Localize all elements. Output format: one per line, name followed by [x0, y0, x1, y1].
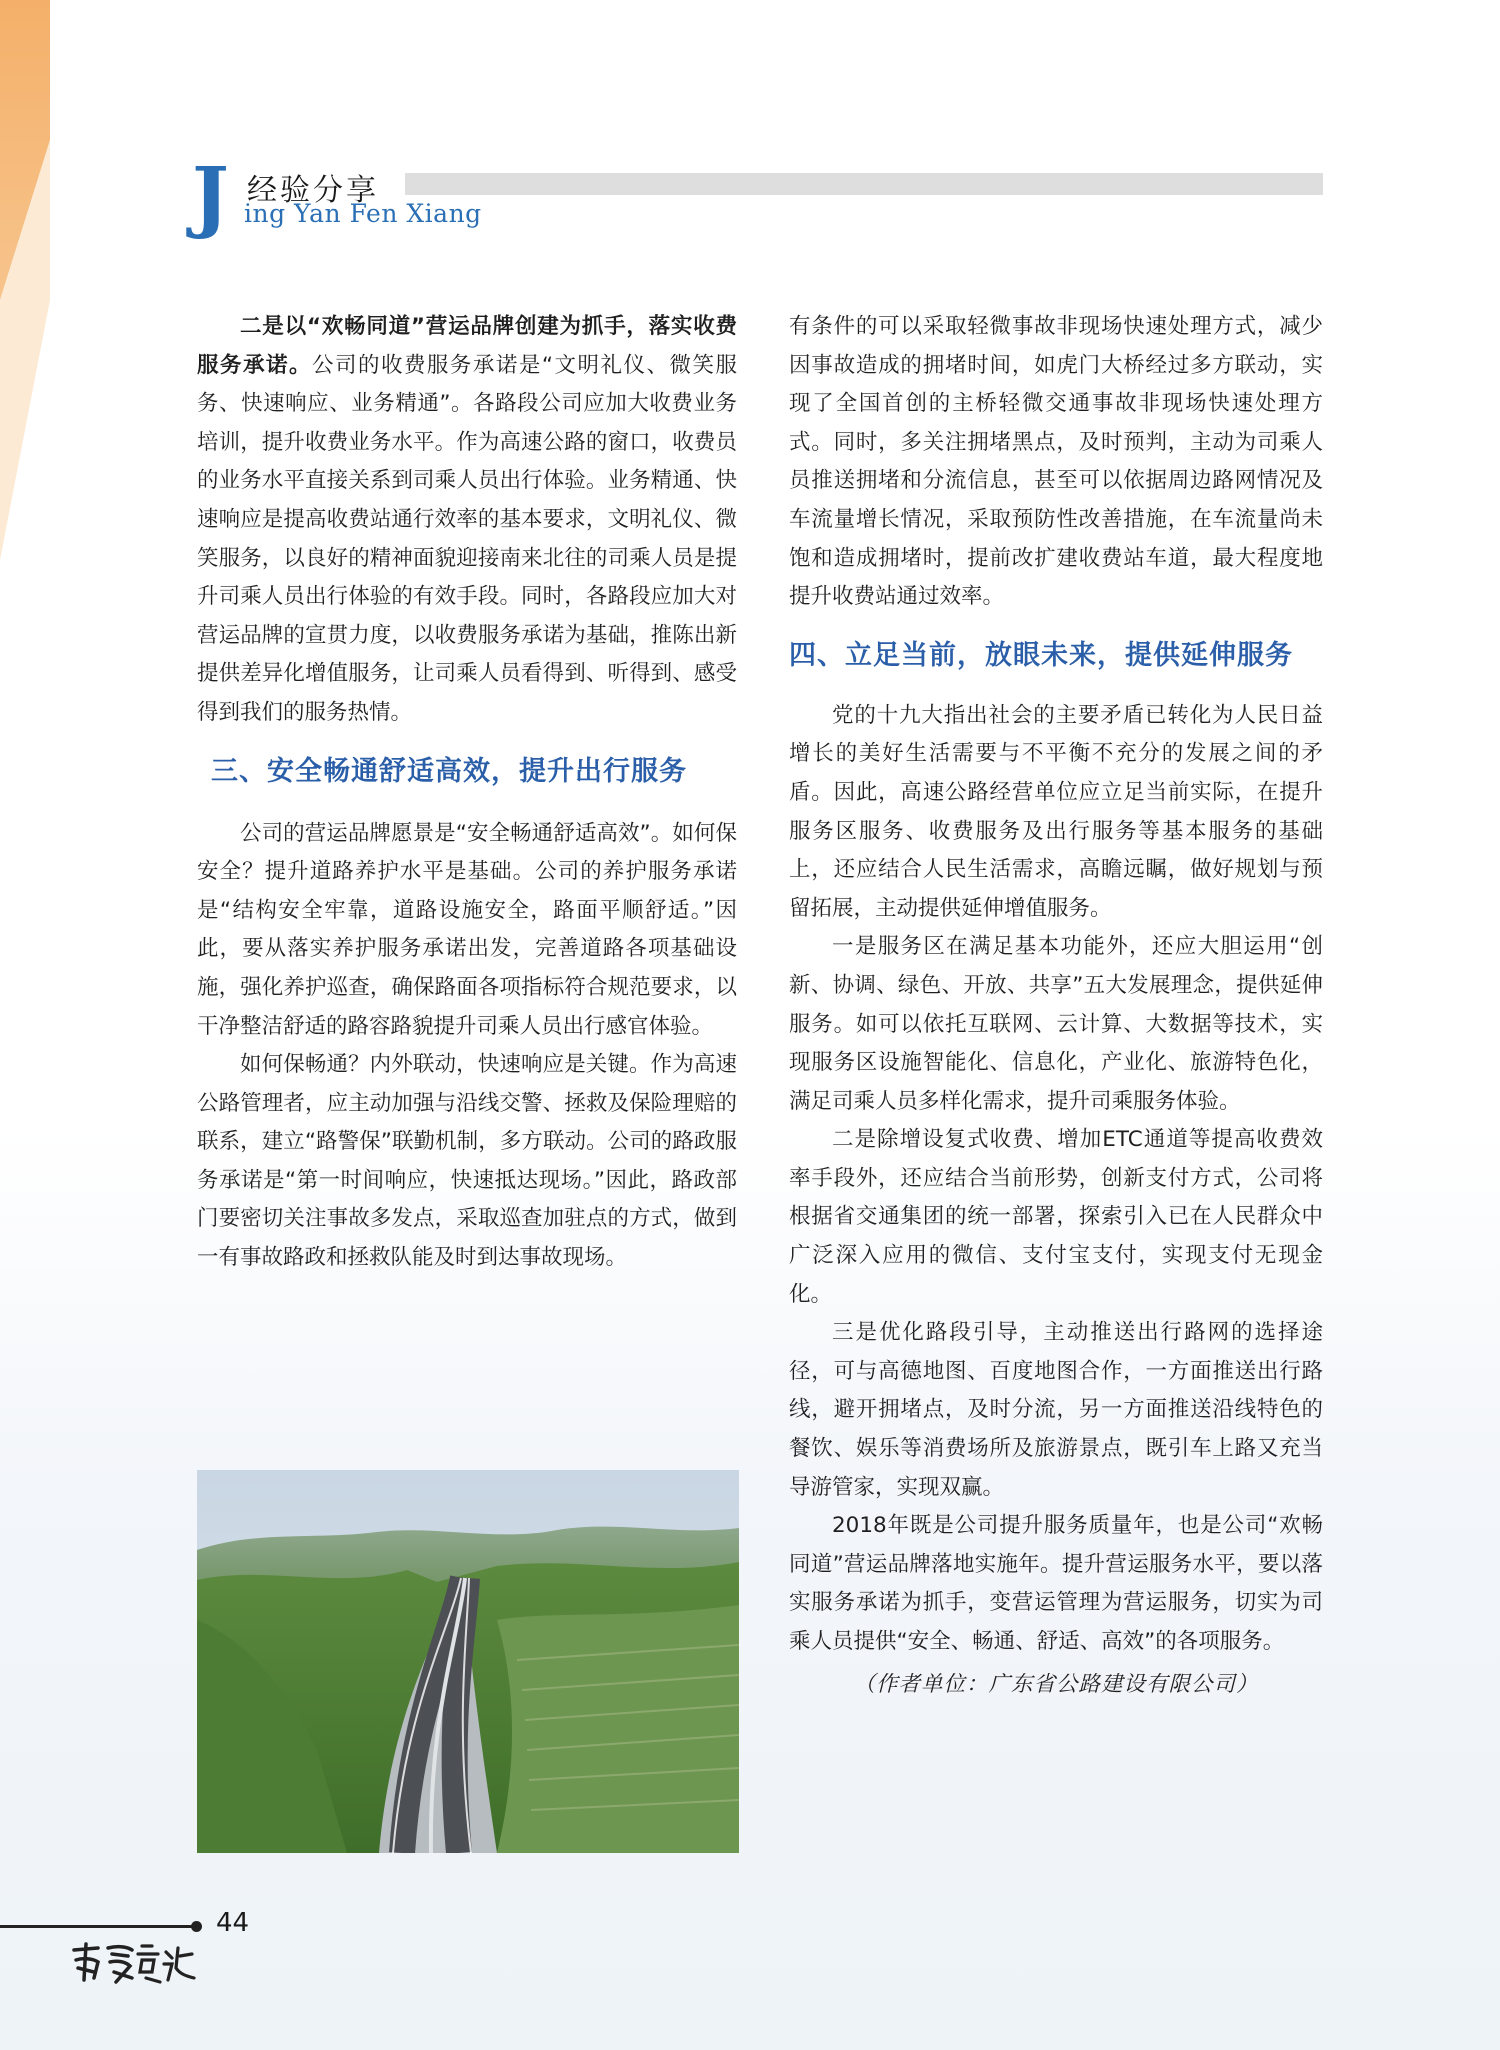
- paragraph-body: 公司的收费服务承诺是“文明礼仪、微笑服务、快速响应、业务精通”。各路段公司应加大收费业务培训，提升收费业务水平。作为高速公路的窗口，收费员的业务水平直接关系到司乘人员出行体验。业务精通、快速响应是提高收费站通行效率的基本要求，文明礼仪、微笑服务，以良好的精神面貌迎接南来北往的司乘人员是提升司乘人员出行体验的有效手段。同时，各路段应加大对营运品牌的宣贯力度，以收费服务承诺为基础，推陈出新提供差异化增值服务，让司乘人员看得到、听得到、感受得到我们的服务热情。: [197, 352, 737, 725]
- section-heading: 四、立足当前，放眼未来，提供延伸服务: [789, 639, 1293, 671]
- magazine-logo: [68, 1938, 198, 1988]
- highway-photo: [197, 1470, 739, 1853]
- paragraph: 一是服务区在满足基本功能外，还应大胆运用“创新、协调、绿色、开放、共享”五大发展理念，提供延伸服务。如可以依托互联网、云计算、大数据等技术，实现服务区设施智能化、信息化，产业化、旅游特色化，满足司乘人员多样化需求，提升司乘服务体验。: [789, 934, 1323, 1114]
- footer-dot: [191, 1921, 202, 1932]
- paragraph: 如何保畅通？内外联动，快速响应是关键。作为高速公路管理者，应主动加强与沿线交警、拯救及保险理赔的联系，建立“路警保”联勤机制，多方联动。公司的路政服务承诺是“第一时间响应，快速抵达现场。”因此，路政部门要密切关注事故多发点，采取巡查加驻点的方式，做到一有事故路政和拯救队能及时到达事故现场。: [197, 1052, 737, 1271]
- footer-rule: [0, 1925, 196, 1928]
- section-heading: 三、安全畅通舒适高效，提升出行服务: [211, 755, 687, 787]
- paragraph: 公司的营运品牌愿景是“安全畅通舒适高效”。如何保安全？提升道路养护水平是基础。公司的养护服务承诺是“结构安全牢靠，道路设施安全，路面平顺舒适。”因此，要从落实养护服务承诺出发，完善道路各项基础设施，强化养护巡查，确保路面各项指标符合规范要求，以干净整洁舒适的路容路貌提升司乘人员出行感官体验。: [197, 820, 737, 1039]
- paragraph-lead: 二是以“欢畅同道”营运品牌创建为抓手，落实收费服务承诺。: [197, 314, 737, 378]
- author-affiliation: （作者单位：广东省公路建设有限公司）: [853, 1671, 1259, 1697]
- column-title-cn: 经验分享: [247, 173, 379, 208]
- page-number: 44: [216, 1908, 250, 1938]
- paragraph: 二是除增设复式收费、增加ETC通道等提高收费效率手段外，还应结合当前形势，创新支付方式，公司将根据省交通集团的统一部署，探索引入已在人民群众中广泛深入应用的微信、支付宝支付，实现支付无现金化。: [789, 1127, 1323, 1307]
- column-initial-letter: J: [192, 151, 229, 242]
- paragraph: 有条件的可以采取轻微事故非现场快速处理方式，减少因事故造成的拥堵时间，如虎门大桥经过多方联动，实现了全国首创的主桥轻微交通事故非现场快速处理方式。同时，多关注拥堵黑点，及时预判，主动为司乘人员推送拥堵和分流信息，甚至可以依据周边路网情况及车流量增长情况，采取预防性改善措施，在车流量尚未饱和造成拥堵时，提前改扩建收费站车道，最大程度地提升收费站通过效率。: [789, 314, 1323, 610]
- paragraph: 三是优化路段引导，主动推送出行路网的选择途径，可与高德地图、百度地图合作，一方面推送出行路线，避开拥堵点，及时分流，另一方面推送沿线特色的餐饮、娱乐等消费场所及旅游景点，既引车上路又充当导游管家，实现双赢。: [789, 1320, 1323, 1500]
- paragraph: [197, 308, 737, 733]
- header-bar: [405, 173, 1323, 195]
- right-column: [789, 308, 1323, 1704]
- paragraph: 2018年既是公司提升服务质量年，也是公司“欢畅同道”营运品牌落地实施年。提升营运服务水平，要以落实服务承诺为抓手，变营运管理为营运服务，切实为司乘人员提供“安全、畅通、舒适、高效”的各项服务。: [789, 1513, 1323, 1654]
- paragraph: 党的十九大指出社会的主要矛盾已转化为人民日益增长的美好生活需要与不平衡不充分的发展之间的矛盾。因此，高速公路经营单位应立足当前实际，在提升服务区服务、收费服务及出行服务等基本服务的基础上，还应结合人民生活需求，高瞻远瞩，做好规划与预留拓展，主动提供延伸增值服务。: [789, 702, 1323, 921]
- column-title-pinyin: ing Yan Fen Xiang: [244, 199, 482, 228]
- left-column: [197, 308, 737, 1278]
- orange-corner-decoration: [0, 0, 60, 560]
